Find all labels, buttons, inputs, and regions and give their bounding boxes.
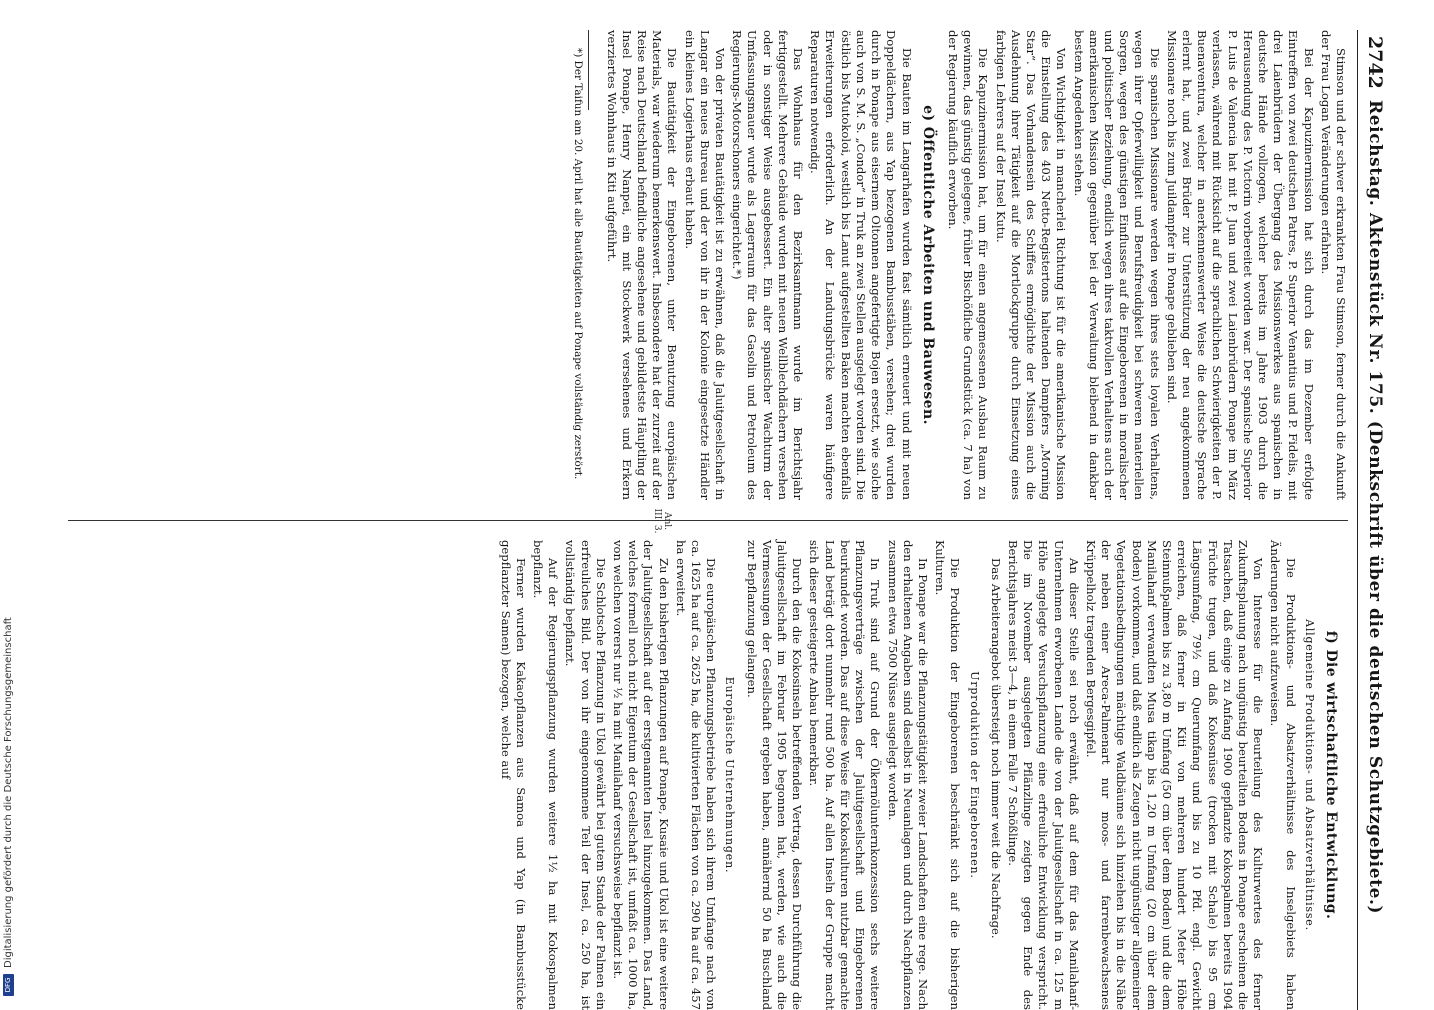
section-heading: f) Die wirtschaftliche Entwicklung. — [1323, 630, 1339, 920]
paragraph: Die Produktions- und Absatzverhältnisse des Inselgebiets haben Änderungen nicht aufzuweisen. — [1268, 540, 1298, 1010]
paragraph: Zu den bisherigen Pflanzungen auf Ponape, Kusaie und Ukol ist eine weitere der Jaluitgesellschaft auf der erstgenannten Insel hinzugekommen. Das Land, welches formell noch nicht Eigentum der Gesellschaft ist, umfaßt ca. 1000 ha, von welchen vorerst nur ½ ha mit Manilahanf versuchsweise bepflanzt ist. — [611, 540, 671, 1010]
rotated-document-page — [52, 30, 1392, 1010]
paragraph: In Truk sind auf Grund der Ölkernölunternkonzession sechs weitere Pflanzungsverträge zwischen der Jaluitgesellschaft und Eingeborenen beurkundet worden. Das auf diese Weise für Kokoskulturen nutzbar gemachte Land beträgt dort nunmehr rund 500 ha. Auf allen Inseln der Gruppe macht sich dieser gesteigerte Anbau bemerkbar. — [807, 540, 883, 1010]
paragraph: Bei der Kapuzinermission hat sich durch das im Dezember erfolgte Eintreffen von zwei deutschen Patres, P. Superior Venantius und P. Fidelis, mit drei Laienbrüdern der Übergang des Missionswerkes aus spanischen in deutsche Hände vollzogen, welcher bereits im Jahre 1903 durch die Herausendung des P. Victorin vorbereitet worden war. Der spanische Superior P. Luis de Valencia hat mit P. Juan und zwei Laienbrüdern Ponape im März verlassen, während mit Rücksicht auf die sprachlichen Schwierigkeiten der P. Buenaventura, welcher in anerkennenswerter Weise die deutsche Sprache erlernt hat, und zwei Brüder zur Unterstützung der neu angekommenen Missionare noch bis zum Juildampfer in Ponape geblieben sind. — [1164, 30, 1316, 500]
dfg-logo-icon: DFG — [3, 974, 14, 996]
subheading: Allgemeine Produktions- und Absatzverhältnisse. — [1302, 619, 1316, 931]
paragraph: Die Bautätigkeit der Eingeborenen, unter Benutzung europäischen Materials, war wiederum bemerkenswert. Insbesondere hat der zurzeit auf der Reise nach Deutschland befindliche angesehene und gebildetste Häuptling der Insel Ponape, Henry Nanpei, ein mit Stockwerk versehenes und Erkern verziertes Wohnhaus in Kiti aufgeführt. — [604, 30, 680, 500]
paragraph: Durch den die Kokosinseln betreffenden Vertrag, dessen Durchführung die Jaluitgesellschaft im Februar 1905 begonnen hat, werden, wie auch die Vermessungen der Gesellschaft ergeben haben, annähernd 50 ha Buschland zur Bepflanzung gelangen. — [744, 540, 805, 1010]
subheading: Europäische Unternehmungen. — [723, 676, 737, 874]
paragraph: Stimson und der schwer erkrankten Frau Stimson, ferner durch die Ankunft der Frau Logan Veränderungen erfahren. — [1318, 30, 1348, 500]
left-column — [569, 30, 1348, 500]
paragraph: Ferner wurden Kakaopflanzen aus Samoa und Yap (in Bambusstücke gepflanzter Samen) bezogen, welche auf — [498, 540, 528, 1010]
paragraph: Von Interesse für die Beurteilung des Kulturwertes des ferner Zukunftsplanung nach ungünstig beurteilten Bodens in Ponape erscheinen die Tatsachen, daß einige zu Anfang 1900 gepflanzte Kokospalmen bereits 1904 Früchte trugen, und daß Kokosnüsse (trocken mit Schale) bis 95 cm Längsumfang, 79½ cm Querumfang und bis zu 10 Pfd. engl. Gewicht erreichen, daß ferner in Kiti von mehreren hundert Meter Höhe Steinnußpalmen bis zu 3,80 m Umfang (50 cm über dem Boden) und die dem Manilahanf verwandten Musa tikap bis 1,20 m Umfang (20 cm über dem Boden) vorkommen, und daß endlich als Zeugen nicht ungünstiger allgemeiner Vegetationsbedingungen mächtige Waldbäume sich hinziehen bis in die Nähe der neben einer Areca-Palmenart nur moos- und farrenbewachsenes Krüppelholz tragenden Bergesgipfel. — [1083, 540, 1266, 1010]
paragraph: Die europäischen Pflanzungsbetriebe haben sich ihrem Umfange nach von ca. 1625 ha auf ca. 2625 ha, die kultivierten Flächen von ca. 290 ha auf ca. 457 ha erweitert. — [673, 540, 719, 1010]
section-heading: e) Öffentliche Arbeiten und Bauwesen. — [919, 105, 936, 425]
digitization-credit-text: Digitalisierung gefördert durch die Deutsche Forschungsgemeinschaft — [3, 617, 14, 968]
right-column — [495, 540, 1348, 1010]
footnote: *) Der Taifun am 20. April hat alle Bautätigkeiten auf Ponape vollständig zerstört. — [572, 48, 585, 480]
page-title: Reichstag. Aktenstück Nr. 175. (Denkschrift über die deutschen Schutzgebiete.) — [1365, 100, 1385, 915]
footnote-divider — [588, 30, 589, 110]
paragraph: Auf der Regierungspflanzung wurden weitere 1½ ha mit Kokospalmen bepflanzt. — [531, 540, 561, 1010]
paragraph: Die spanischen Missionare werden wegen ihres stets loyalen Verhaltens, wegen ihrer Opferwilligkeit und Berufsfreudigkeit bei schweren materiellen Sorgen, wegen des günstigen Einflusses auf die Eingeborenen in moralischer und politischer Beziehung, endlich wegen ihres taktvollen Verhaltens auch der amerikanischen Mission gegenüber bei der Verwaltung bleibend in dankbar bestem Angedenken stehen. — [1071, 30, 1162, 500]
paragraph: An dieser Stelle sei noch erwähnt, daß auf dem für das Manilahanf-Unternehmen erworbenen Lande die von der Jaluitgesellschaft in ca. 125 m Höhe angelegte Versuchspflanzung eine erfreuliche Entwicklung verspricht. Die im November ausgelegten Pflänzlinge zeigten gegen Ende des Berichtsjahres meist 3—4, in einem Falle 7 Schößlinge. — [1005, 540, 1081, 1010]
paragraph: Die Kapuzinermission hat, um für einen angemessenen Ausbau Raum zu gewinnen, das günstig gelegene, früher Bischöfliche Grundstück (ca. 7 ha) von der Regierung käuflich erworben. — [945, 30, 991, 500]
paragraph: Von Wichtigkeit in mancherlei Richtung ist für die amerikanische Mission die Einstellung des 403 Netto-Registertons haltenden Dampfers „Morning Star“. Das Vorhandensein des Schiffes ermöglichte der Mission auch die Ausdehnung ihrer Tätigkeit auf die Mortlockgruppe durch Einsetzung eines farbigen Lehrers auf der Insel Kutu. — [993, 30, 1069, 500]
margin-note: Anl. III. 3. — [652, 508, 672, 534]
paragraph: Die Produktion der Eingeborenen beschränkt sich auf die bisherigen Kulturen. — [933, 540, 963, 1010]
paragraph: Das Wohnhaus für den Bezirksamtmann wurde im Berichtsjahr fertiggestellt. Mehrere Gebäude wurden mit neuen Wellblechdächern versehen oder in sonstiger Weise ausgebessert. Ein alter spanischer Wachturm der Umfassungsmauer wurde als Lagerraum für das Gasolin und Petroleum des Regierungs-Motorschoners eingerichtet.*) — [730, 30, 806, 500]
paragraph: Die Bauten im Langarhafen wurden fast sämtlich erneuert und mit neuen Doppeldächern, aus Yap bezogenen Bambusstäben, versehen; drei wurden durch in Ponape aus eisernem Oltonnen angefertigte Bojen ersetzt, wie solche auch von S. M. S. „Condor“ in Truk an zwei Stellen ausgelegt worden sind. Die östlich bis Mutokoloi, westlich bis Lanut aufgestellten Baken machten ebenfalls Erweiterungen erforderlich. An der Landungsbrücke waren häufigere Reparaturen notwendig. — [808, 30, 914, 500]
paragraph: Die Schlotsche Pflanzung in Ukol gewährt bei gutem Stande der Palmen ein erfreuliches Bild. Der von ihr eingenommene Teil der Insel, ca. 250 ha, ist vollständig bepflanzt. — [563, 540, 608, 1010]
subheading: Urproduktion der Eingeborenen. — [967, 671, 981, 879]
paragraph: In Ponape war die Pflanzungstätigkeit zweier Landschaften eine rege. Nach den erhaltenen Angaben sind daselbst in Neuanlagen und durch Nachpflanzen zusammen etwa 7500 Nüsse ausgelegt worden. — [885, 540, 930, 1010]
page-number: 2742 — [1364, 36, 1386, 89]
column-divider — [68, 520, 1348, 521]
paragraph: Von der privaten Bautätigkeit ist zu erwähnen, daß die Jaluitgesellschaft in Langar ein neues Bureau und der von ihr in der Kolonie eingesetzte Händler ein kleines Logierhaus erbaut haben. — [682, 30, 728, 500]
digitization-credit — [0, 0, 18, 1000]
page-header — [1357, 30, 1392, 1010]
paragraph: Das Arbeiterangebot übersteigt noch immer weit die Nachfrage. — [988, 558, 1003, 939]
